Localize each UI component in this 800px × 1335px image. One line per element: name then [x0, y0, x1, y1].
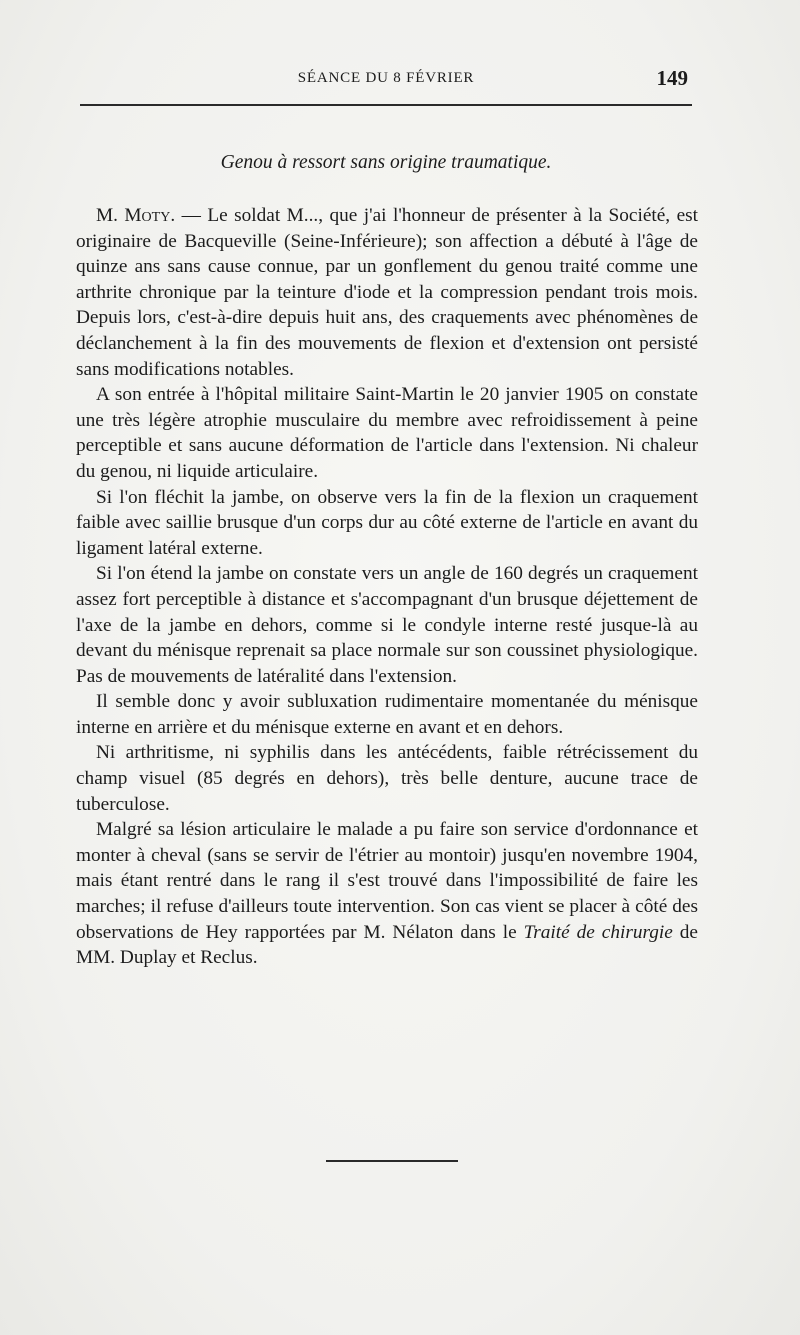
paragraph — [76, 817, 698, 971]
cited-work-title: Traité de chirurgie — [523, 921, 673, 943]
paragraph: Il semble donc y avoir subluxation rudimentaire momentanée du ménisque interne en arrière et du ménisque externe en avant et en dehors. — [76, 691, 698, 738]
paragraph: Si l'on étend la jambe on constate vers un angle de 160 degrés un craquement assez fort perceptible à distance et s'accompagnant d'un brusque déjettement de l'axe de la jambe en dehors, comme si le condyle interne resté jusque-là au devant du ménisque reprenait sa place normale sur son coussinet physiologique. Pas de mouvements de latéralité dans l'extension. — [76, 563, 698, 687]
paragraph-text: Malgré sa lésion articulaire le malade a pu faire son service d'ordonnance et monter à cheval (sans se servir de l'étrier au montoir) jusqu'en novembre 1904, mais étant rentré dans le rang il s'est trouvé dans l'impossibilité de faire les marches; il refuse d'ailleurs toute intervention. Son cas vient se placer à côté des observations de Hey rapportées par M. Nélaton dans le — [76, 819, 698, 943]
paragraph — [76, 203, 698, 382]
page-number: 149 — [656, 66, 688, 90]
paragraph: Ni arthritisme, ni syphilis dans les antécédents, faible rétrécissement du champ visuel (85 degrés en dehors), très belle denture, aucune trace de tuberculose. — [76, 742, 698, 815]
article-body — [76, 203, 698, 971]
closing-rule — [326, 1160, 458, 1162]
header-rule — [80, 104, 692, 106]
paragraph: A son entrée à l'hôpital militaire Saint-Martin le 20 janvier 1905 on constate une très légère atrophie musculaire du membre avec refroidissement à peine perceptible et sans aucune déformation de l'article dans l'extension. Ni chaleur du genou, ni liquide articulaire. — [76, 384, 698, 482]
article-title: Genou à ressort sans origine traumatique. — [220, 152, 552, 173]
paragraph-text: de MM. Duplay et Reclus. — [76, 921, 698, 969]
author-name: M. Moty. — [96, 205, 176, 226]
running-title: SÉANCE DU 8 FÉVRIER — [297, 70, 475, 86]
paragraph-text: — Le soldat M..., que j'ai l'honneur de présenter à la Société, est originaire de Bacqueville (Seine-Inférieure); son affection a débuté à l'âge de quinze ans sans cause connue, par un gonflement du genou traité comme une arthrite chronique par la teinture d'iode et la compression pendant trois mois. Depuis lors, c'est-à-dire depuis huit ans, des craquements avec phénomènes de déclanchement à la fin des mouvements de flexion et d'extension ont persisté sans modifications notables. — [76, 205, 698, 380]
running-head — [80, 66, 692, 94]
paragraph: Si l'on fléchit la jambe, on observe vers la fin de la flexion un craquement faible avec saillie brusque d'un corps dur au côté externe de l'article en avant du ligament latéral externe. — [76, 486, 698, 559]
